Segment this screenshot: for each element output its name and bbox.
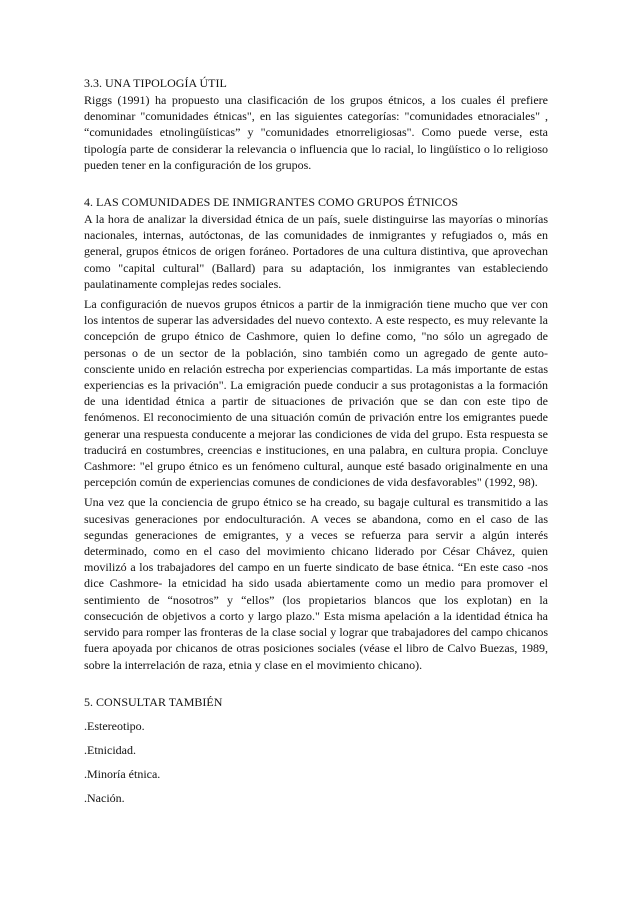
section-spacer: [84, 177, 548, 194]
section-4-paragraph-2: La configuración de nuevos grupos étnicos a partir de la inmigración tiene mucho que ver con los intentos de superar las adversidades del nuevo contexto. A este respecto, es muy relevante la concepción de grupo étnico de Cashmore, quien lo define como, "no sólo un agregado de personas o de un sector de la población, sino también como un agregado de gente auto-consciente unido en relación estrecha por experiencias compartidas. La más importante de estas experiencias es la privación". La emigración puede conducir a sus protagonistas a la formación de una identidad étnica a partir de situaciones de privación que se dan con este tipo de fenómenos. El reconocimiento de una situación común de privación entre los emigrantes puede generar una respuesta conducente a mejorar las condiciones de vida del grupo. Esta respuesta se traducirá en costumbres, creencias e instituciones, en una palabra, en cultura propia. Concluye Cashmore: "el grupo étnico es un fenómeno cultural, aunque esté basado originalmente en una percepción común de experiencias comunes de condiciones de vida desfavorables" (1992, 98).: [84, 297, 548, 490]
see-also-item-nacion: .Nación.: [84, 790, 125, 805]
section-spacer: [84, 677, 548, 694]
section-4-heading: 4. LAS COMUNIDADES DE INMIGRANTES COMO GRUPOS ÉTNICOS: [84, 195, 459, 210]
document-page: [84, 75, 548, 814]
see-also-item-etnicidad: .Etnicidad.: [84, 742, 136, 757]
see-also-item-minoria-etnica: .Minoría étnica.: [84, 766, 161, 781]
see-also-item-estereotipo: .Estereotipo.: [84, 718, 145, 733]
section-4-paragraph-1: A la hora de analizar la diversidad étnica de un país, suele distinguirse las mayorías o minorías nacionales, internas, autóctonas, de las comunidades de inmigrantes y refugiados o, más en general, grupos étnicos de origen foráneo. Portadores de una cultura distintiva, que aprovechan como "capital cultural" (Ballard) para su adaptación, los inmigrantes van estableciendo paulatinamente complejas redes sociales.: [84, 212, 548, 291]
section-3-3-heading: 3.3. UNA TIPOLOGÍA ÚTIL: [84, 76, 227, 90]
section-5-heading: 5. CONSULTAR TAMBIÉN: [84, 694, 223, 709]
section-4-paragraph-3: Una vez que la conciencia de grupo étnico se ha creado, su bagaje cultural es transmitido a las sucesivas generaciones por endoculturación. A veces se abandona, como en el caso de las segundas generaciones de emigrantes, y a veces se refuerza para servir a algún interés determinado, como en el caso del movimiento chicano liderado por César Chávez, quien movilizó a los trabajadores del campo en un fuerte sindicato de base étnica. “En este caso -nos dice Cashmore- la etnicidad ha sido usada abiertamente como un medio para promover el sentimiento de “nosotros” y “ellos” (los propietarios blancos que los explotan) en la consecución de objetivos a corto y largo plazo." Esta misma apelación a la identidad étnica ha servido para romper las fronteras de la clase social y lograr que trabajadores del campo chicanos fuera apoyada por chicanos de otras posiciones sociales (véase el libro de Calvo Buezas, 1989, sobre la interrelación de raza, etnia y clase en el movimiento chicano).: [84, 495, 548, 672]
section-3-3-paragraph-1: Riggs (1991) ha propuesto una clasificación de los grupos étnicos, a los cuales él prefiere denominar "comunidades étnicas", en las siguientes categorías: "comunidades etnoraciales" , “comunidades etnolingüísticas” y "comunidades etnorreligiosas". Como puede verse, esta tipología parte de considerar la relevancia o influencia que lo racial, lo lingüístico o lo religioso pueden tener en la configuración de los grupos.: [84, 93, 548, 172]
